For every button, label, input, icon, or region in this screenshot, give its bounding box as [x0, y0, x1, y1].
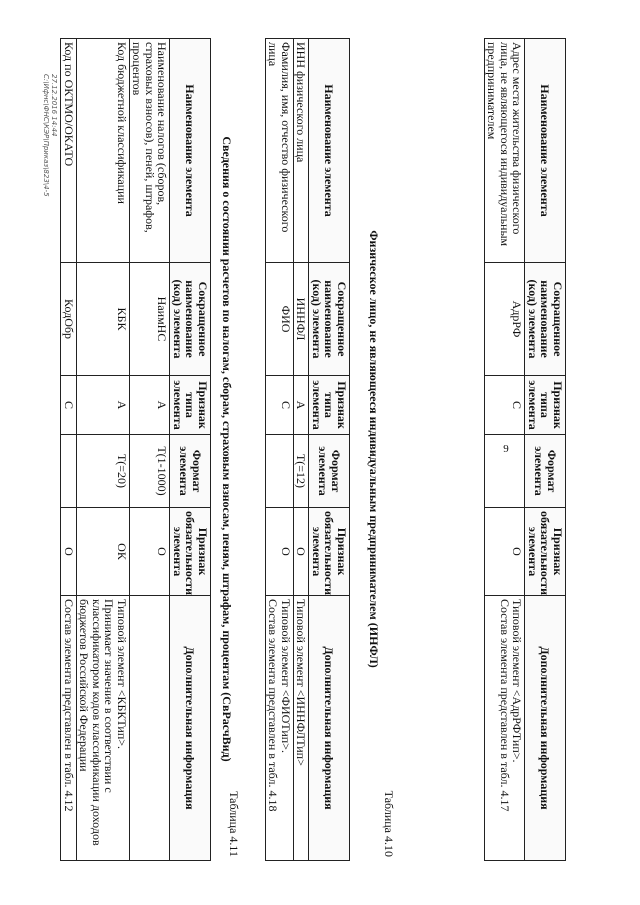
table-caption: Сведения о состоянии расчетов по налогам, сборам, страховым взносам, пеням, штрафам, процентам (СвРасчВид)	[220, 136, 234, 762]
table-cell: ОК	[77, 508, 130, 596]
table-cell: С	[61, 376, 77, 435]
table-cell: Код по ОКТМО/ОКАТО	[61, 39, 77, 263]
column-header: Признак обязательности элемента	[525, 508, 566, 596]
table-cell: Типовой элемент <КБКТип>. Принимает значение в соответствии с классификатором кодов классификации доходов бюджетов Российской Федерации	[77, 596, 130, 861]
table-caption: Физическое лицо, не являющееся индивидуальным предпринимателем (ИНФЛ)	[367, 230, 381, 668]
table-cell: Адрес места жительства физического лица, не являющегося индивидуальным предпринимателем	[485, 39, 526, 263]
table-cell: О	[485, 508, 526, 596]
table-cell: ИНН физического лица	[294, 39, 310, 263]
table-cell: Т(=20)	[77, 435, 130, 508]
table-cell: КБК	[77, 263, 130, 376]
table-cell: ИННФЛ	[294, 263, 310, 376]
table-header-row	[170, 39, 211, 861]
table-row	[61, 39, 77, 861]
table-cell: НаимНС	[130, 263, 171, 376]
table-cell: Код бюджетной классификации	[77, 39, 130, 263]
table-cell: Состав элемента представлен в табл. 4.12	[61, 596, 77, 861]
table-row	[266, 39, 294, 861]
file-stamp: 27.12.2016 14:44 С:\Ифнс\ФНС\КЭР\Приказ\823\4-5	[42, 74, 58, 197]
column-header: Формат элемента	[170, 435, 211, 508]
table-number: Таблица 4.10	[382, 790, 396, 857]
element-table-continued	[484, 38, 566, 861]
column-header: Признак обязательности элемента	[309, 508, 350, 596]
column-header: Признак типа элемента	[170, 376, 211, 435]
document-page	[40, 0, 600, 905]
table-cell: О	[294, 508, 310, 596]
column-header: Признак типа элемента	[525, 376, 566, 435]
table-row	[77, 39, 130, 861]
table-cell: Фамилия, имя, отчество физического лица	[266, 39, 294, 263]
column-header: Дополнительная информация	[170, 596, 211, 861]
column-header: Формат элемента	[309, 435, 350, 508]
table-cell: Наименование налогов (сборов, страховых взносов), пеней, штрафов, процентов	[130, 39, 171, 263]
table-cell: А	[77, 376, 130, 435]
table-cell: АдрРФ	[485, 263, 526, 376]
column-header: Наименование элемента	[525, 39, 566, 263]
table-cell: А	[130, 376, 171, 435]
column-header: Дополнительная информация	[309, 596, 350, 861]
table-cell: О	[130, 508, 171, 596]
table-cell: ФИО	[266, 263, 294, 376]
table-cell: КодОбр	[61, 263, 77, 376]
individual-person-table	[265, 38, 350, 861]
table-row	[130, 39, 171, 861]
table-header-row	[525, 39, 566, 861]
table-row	[294, 39, 310, 861]
table-cell: С	[485, 376, 526, 435]
column-header: Сокращенное наименование (код) элемента	[170, 263, 211, 376]
page-number: 9	[503, 442, 509, 455]
column-header: Сокращенное наименование (код) элемента	[525, 263, 566, 376]
table-cell: Типовой элемент <ФИОТип>. Состав элемента представлен в табл. 4.18	[266, 596, 294, 861]
table-cell	[130, 596, 171, 861]
table-row	[485, 39, 526, 861]
column-header: Признак типа элемента	[309, 376, 350, 435]
column-header: Наименование элемента	[170, 39, 211, 263]
column-header: Формат элемента	[525, 435, 566, 508]
table-cell: Т(=12)	[294, 435, 310, 508]
table-header-row	[309, 39, 350, 861]
column-header: Признак обязательности элемента	[170, 508, 211, 596]
table-cell: А	[294, 376, 310, 435]
table-cell: О	[61, 508, 77, 596]
table-cell: С	[266, 376, 294, 435]
settlements-table	[61, 38, 212, 861]
table-cell	[266, 435, 294, 508]
table-cell: О	[266, 508, 294, 596]
column-header: Сокращенное наименование (код) элемента	[309, 263, 350, 376]
table-cell: Типовой элемент <ИННФЛТип>	[294, 596, 310, 861]
table-cell	[485, 435, 526, 508]
column-header: Наименование элемента	[309, 39, 350, 263]
column-header: Дополнительная информация	[525, 596, 566, 861]
table-cell	[61, 435, 77, 508]
table-cell: Т(1-1000)	[130, 435, 171, 508]
table-number: Таблица 4.11	[227, 791, 241, 857]
table-cell: Типовой элемент <АдрРФТип>. Состав элемента представлен в табл. 4.17	[485, 596, 526, 861]
